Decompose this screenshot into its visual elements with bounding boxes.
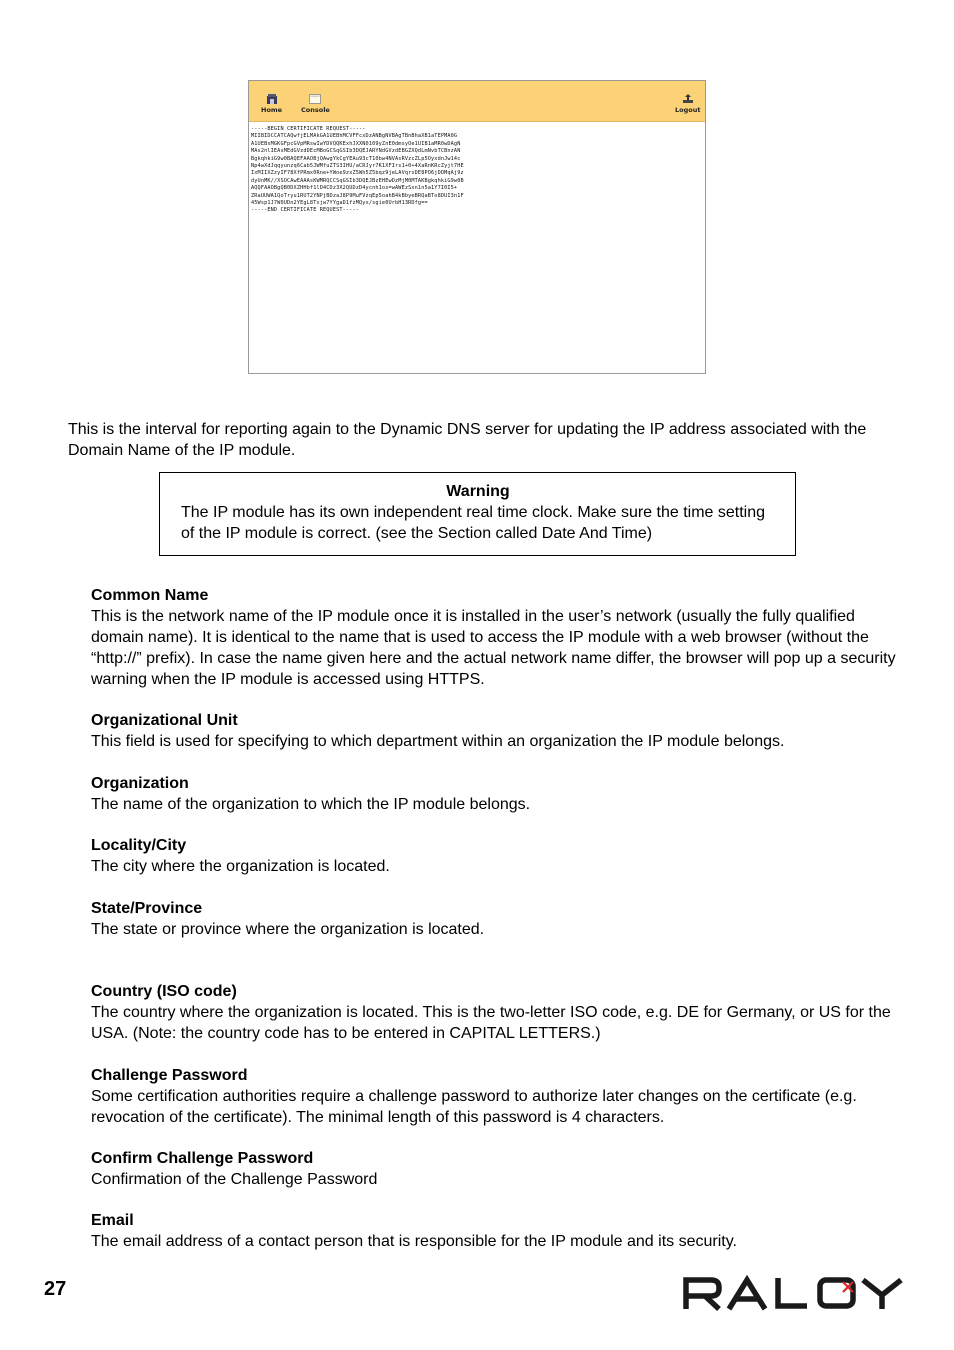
csr-line: A1UEBxMGKGFpcGVpMRswIwYDVQQKExhJXXN0109yZnE0dmsyOe1UIB1aMR0wDAgN [251, 140, 461, 147]
logout-button[interactable] [675, 94, 700, 114]
console-button[interactable] [301, 94, 330, 114]
section-heading: State/Province [91, 900, 203, 917]
screenshot-toolbar [249, 81, 705, 122]
home-label: Home [261, 106, 283, 114]
section-heading: Locality/City [91, 837, 187, 854]
section-body: The city where the organization is located. [91, 858, 390, 875]
section-email [91, 1210, 911, 1252]
section-body: The name of the organization to which the IP module belongs. [91, 796, 531, 813]
raloy-logo [681, 1275, 909, 1311]
section-locality-city [91, 835, 911, 877]
csr-screenshot [248, 80, 706, 374]
section-body: This field is used for specifying to which department within an organization the IP module belongs. [91, 733, 785, 750]
csr-line: Np4wXdJqqyunzq6Cab5JWMfuZTS3IHU/aCRJyr7K1XFIrs1+0+4XaRnKRcZyjt7HE [251, 163, 464, 170]
warning-box [159, 472, 796, 556]
home-button[interactable] [261, 94, 282, 114]
console-label: Console [301, 106, 330, 114]
section-organizational-unit [91, 710, 911, 752]
section-body: The email address of a contact person that is responsible for the IP module and its security. [91, 1233, 737, 1250]
section-body: The country where the organization is located. This is the two-letter ISO code, e.g. DE for Germany, or US for the USA. (Note: the country code has to be entered in CAPITAL LETTERS.) [91, 1004, 891, 1042]
csr-line: dyUnMK//XSOCAwEAAAsKWMRQCCSqGSIb3DQEJBzEHEwDzMjM0MTAKBgkqhkiG9w0B [251, 177, 464, 184]
section-heading: Organizational Unit [91, 712, 238, 729]
section-organization [91, 773, 911, 815]
warning-text: The IP module has its own independent real time clock. Make sure the time setting of the IP module is correct. (see the Section called Date And Time) [181, 504, 766, 542]
csr-line: IxMIIXZzyIF78XfPRmx0Rne+YWoe9zxZ5Wh5Z5bqz9jeLAVqrsDE8PO6jDDMqAj9z [251, 170, 464, 177]
section-heading: Country (ISO code) [91, 983, 237, 1000]
section-challenge-password [91, 1065, 911, 1128]
home-icon [266, 94, 278, 104]
csr-line: -----END CERTIFICATE REQUEST----- [251, 207, 360, 214]
page-number: 27 [44, 1278, 67, 1300]
csr-text [249, 122, 705, 215]
section-body: Some certification authorities require a challenge password to authorize later changes on the certificate (e.g. revocation of the certificate). The minimal length of this password is 4 characters. [91, 1088, 857, 1126]
console-icon [309, 94, 321, 104]
csr-line: -----BEGIN CERTIFICATE REQUEST----- [251, 126, 366, 132]
section-body: The state or province where the organization is located. [91, 921, 485, 938]
section-heading: Common Name [91, 587, 209, 604]
section-confirm-challenge-password [91, 1148, 911, 1190]
section-common-name [91, 585, 911, 690]
section-body: Confirmation of the Challenge Password [91, 1171, 378, 1188]
intro-paragraph: This is the interval for reporting again to the Dynamic DNS server for updating the IP address associated with the Domain Name of the IP module. [68, 421, 867, 459]
csr-line: MIIBIDCCATCAQwfjELMAkGA1UEBhMCVFFcxDzANBgNVBAgTBnBhaXB1aTEPMA0G [251, 133, 458, 140]
section-heading: Challenge Password [91, 1067, 248, 1084]
csr-line: AQQFAAOBgQB0DXZHHbf1lD4CDz3X2QUDzD4ycnh1os=wAWEzSxn1n5a1Y7I0I5+ [251, 185, 458, 192]
logout-label: Logout [675, 106, 701, 114]
section-body: This is the network name of the IP module once it is installed in the user’s network (usually the fully qualified domain name). It is identical to the name that is used to access the IP module with a web browser (without the “http://” prefix). In case the name given here and the actual network name differ, the browser will pop up a security warning when the IP module is accessed using HTTPS. [91, 608, 896, 688]
csr-line: BgkqhkiG9w0BAQEFAAOBjQAwgYkCgYEAu93cT10bw4NVAsRVzcZLp5OyxdnJw14c [251, 155, 461, 162]
section-country [91, 981, 911, 1044]
section-state-province [91, 898, 911, 940]
warning-title: Warning [446, 483, 510, 500]
section-heading: Organization [91, 775, 189, 792]
logout-icon [682, 94, 694, 104]
csr-line: 45Wsp1J7W0UDn2YEgL8Txjw7YYgaD1fzMQyx/sgie0UrbH13RDfg== [251, 200, 428, 207]
section-heading: Email [91, 1212, 134, 1229]
section-heading: Confirm Challenge Password [91, 1150, 314, 1167]
csr-line: MAs2nlIEAsMEdGVzdDEcMBoGCSqGSIb3DQEJARYNdGVzdEBGZXQdLmNvbTCBnzAN [251, 148, 461, 155]
csr-line: ZRaUUWA1QoTryu1RUT2YNPjBDzaJ8P9MuFVzqEp5oahB4kBbyeBRQaBTo8DUI3n1F [251, 192, 464, 199]
